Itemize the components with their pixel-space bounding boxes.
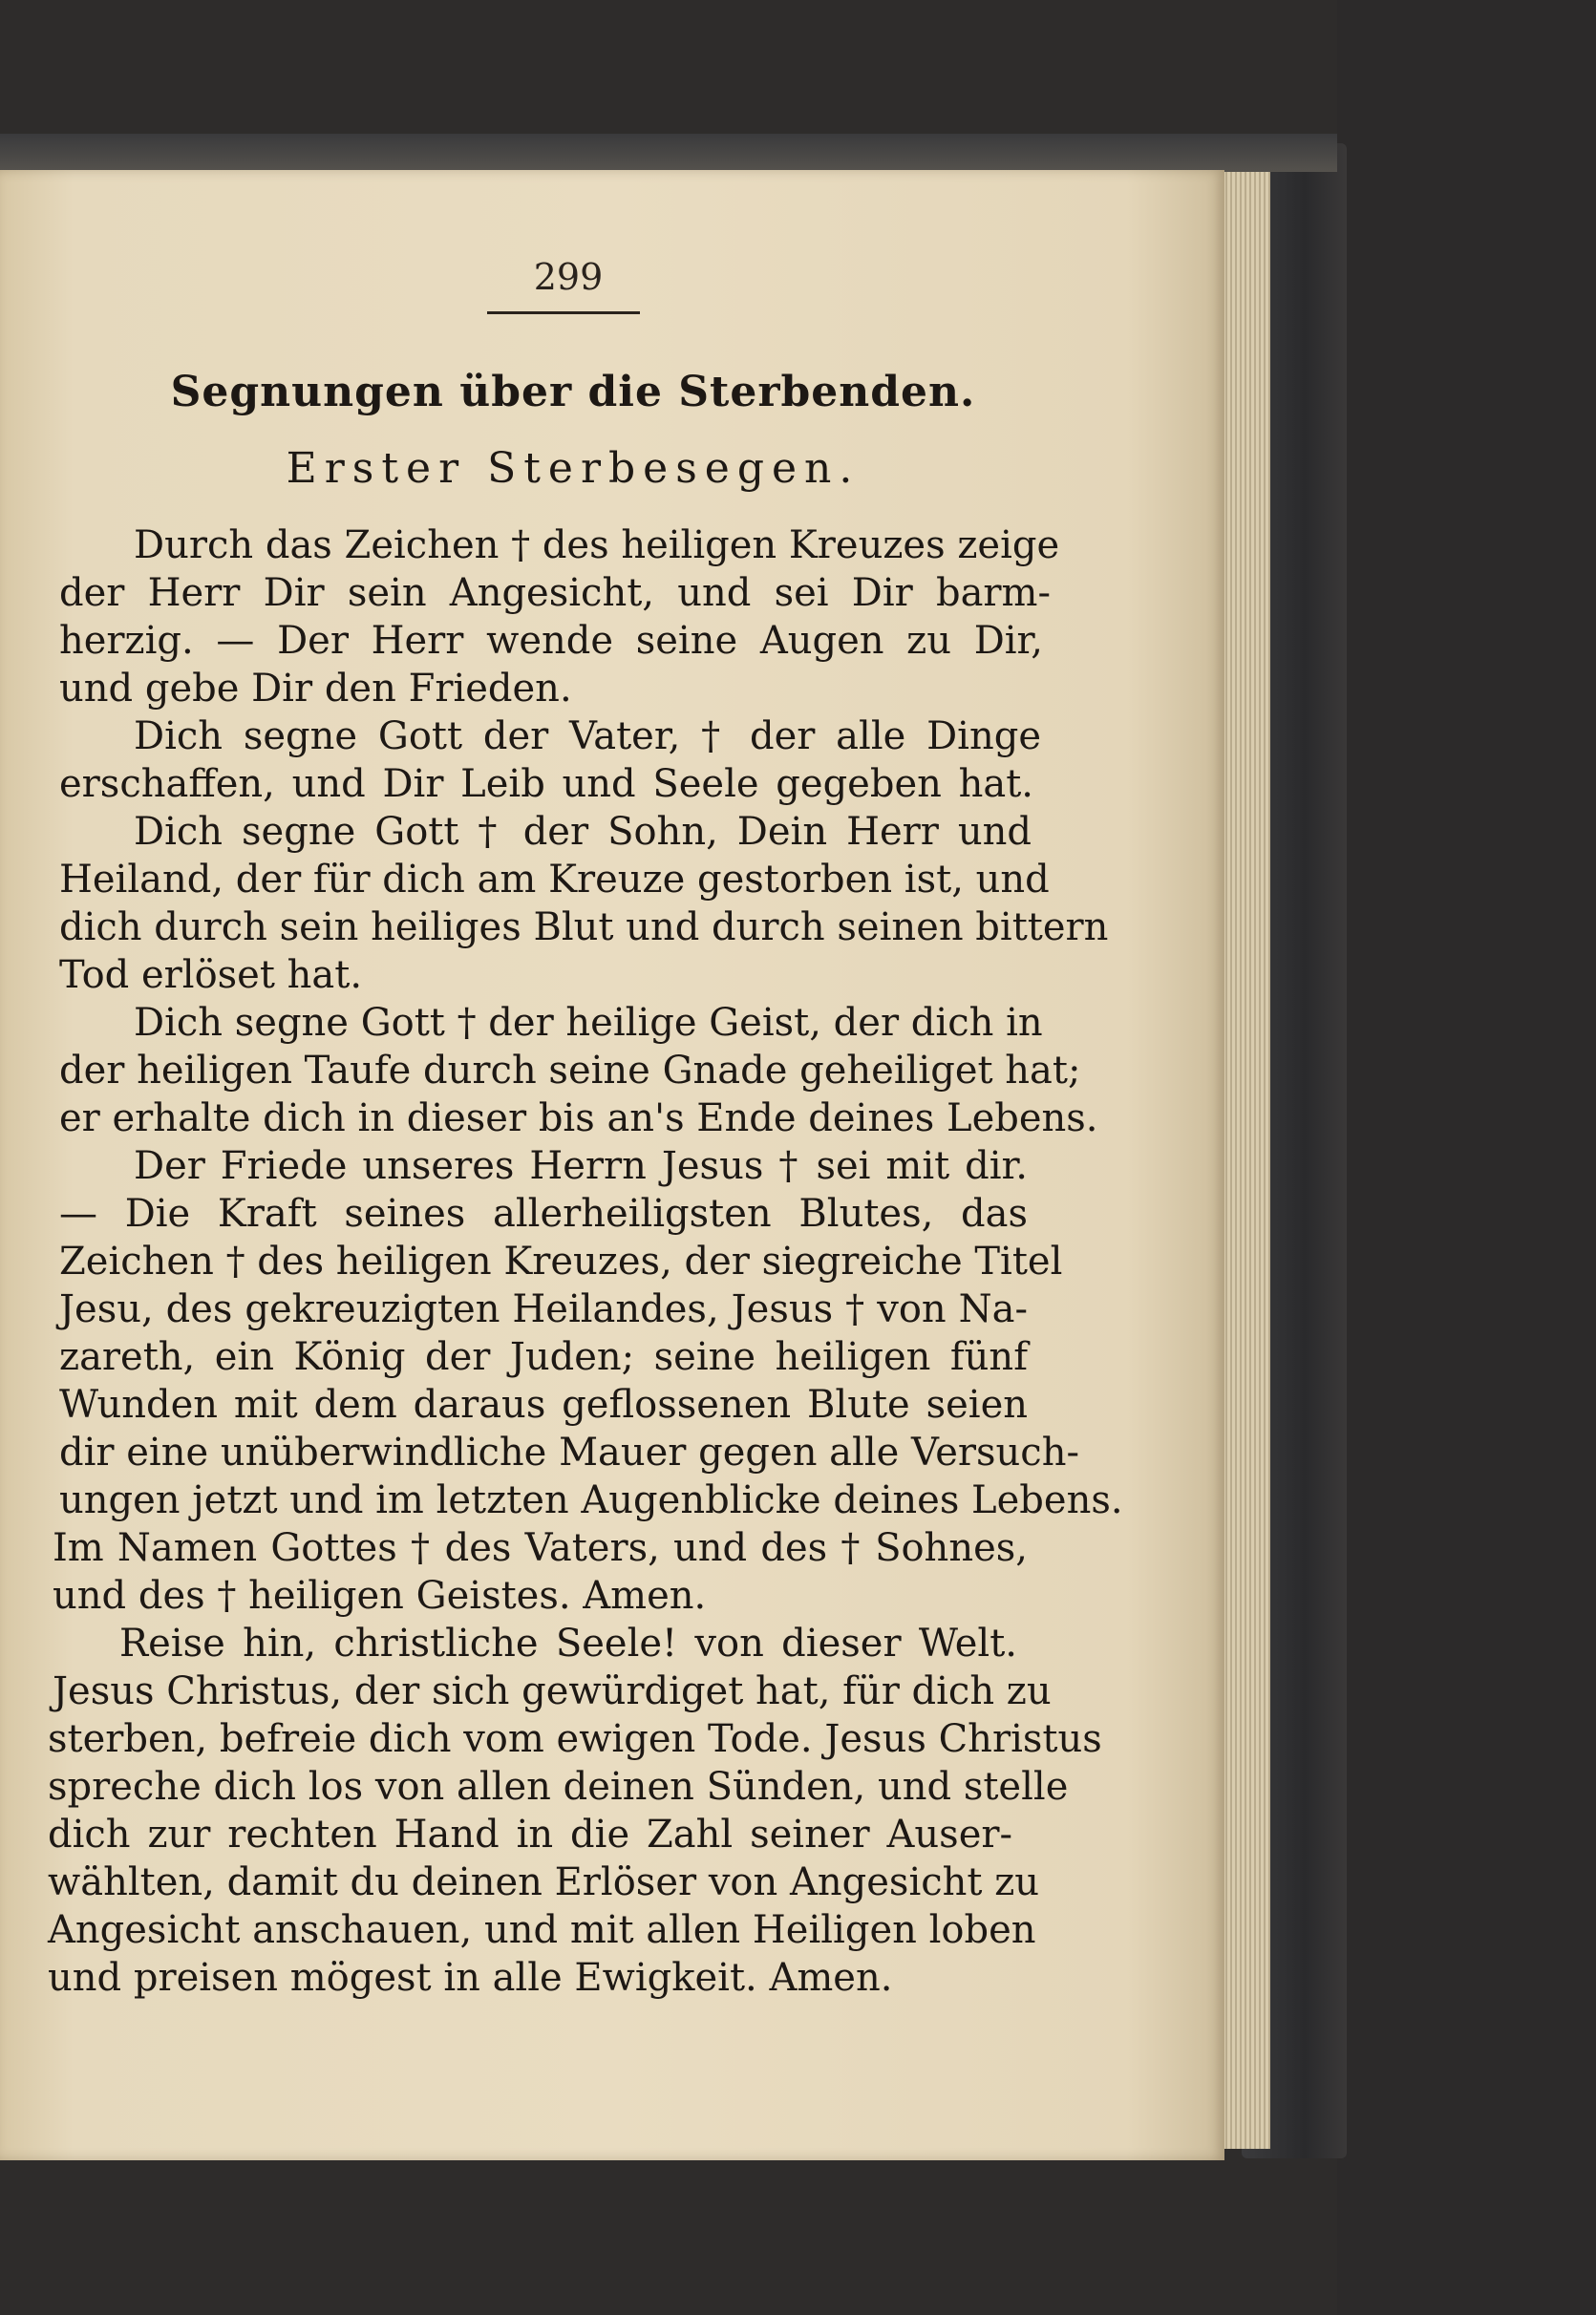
- text-line: wählten, damit du deinen Erlöser von Angesicht zu: [48, 1860, 1040, 1904]
- text-line: Tod erlöset hat.: [59, 953, 363, 997]
- text-line: dir eine unüberwindliche Mauer gegen alle Versuch-: [59, 1431, 1079, 1475]
- text-line: dich durch sein heiliges Blut und durch seinen bittern: [59, 905, 1109, 949]
- text-line: Jesus Christus, der sich gewürdiget hat, für dich zu: [53, 1669, 1052, 1713]
- text-line: und des † heiligen Geistes. Amen.: [53, 1574, 707, 1618]
- text-line: Im Namen Gottes † des Vaters, und des † Sohnes,: [53, 1526, 1028, 1570]
- text-line: herzig. — Der Herr wende seine Augen zu Dir,: [59, 619, 1043, 663]
- text-line: sterben, befreie dich vom ewigen Tode. Jesus Christus: [48, 1717, 1102, 1761]
- text-line: und gebe Dir den Frieden.: [59, 667, 572, 711]
- text-line: dich zur rechten Hand in die Zahl seiner Auser-: [48, 1813, 1012, 1857]
- text-line: der heiligen Taufe durch seine Gnade geheiliget hat;: [59, 1049, 1081, 1093]
- text-line: er erhalte dich in dieser bis an's Ende deines Lebens.: [59, 1096, 1098, 1140]
- text-line: Dich segne Gott der Vater, † der alle Dinge: [134, 714, 1041, 758]
- text-line: Heiland, der für dich am Kreuze gestorben ist, und: [59, 858, 1050, 902]
- text-line: Dich segne Gott † der Sohn, Dein Herr und: [134, 810, 1032, 854]
- text-line: Durch das Zeichen † des heiligen Kreuzes zeige: [134, 523, 1060, 567]
- section-heading: Segnungen über die Sterbenden.: [170, 368, 976, 416]
- text-line: und preisen mögest in alle Ewigkeit. Amen.: [48, 1956, 893, 2000]
- text-line: Der Friede unseres Herrn Jesus † sei mit dir.: [134, 1144, 1028, 1188]
- section-subheading: Erster Sterbesegen.: [286, 444, 861, 493]
- text-line: ungen jetzt und im letzten Augenblicke deines Lebens.: [59, 1478, 1123, 1522]
- text-line: Wunden mit dem daraus geflossenen Blute seien: [59, 1383, 1028, 1427]
- text-line: erschaffen, und Dir Leib und Seele gegeben hat.: [59, 762, 1033, 806]
- text-line: spreche dich los von allen deinen Sünden, und stelle: [48, 1765, 1069, 1809]
- text-line: — Die Kraft seines allerheiligsten Blutes, das: [59, 1192, 1028, 1236]
- text-line: Jesu, des gekreuzigten Heilandes, Jesus † von Na-: [59, 1287, 1028, 1331]
- text-line: der Herr Dir sein Angesicht, und sei Dir barm-: [59, 571, 1051, 615]
- book-top-edge: [0, 134, 1337, 172]
- page-number-rule: [487, 311, 640, 314]
- text-line: Reise hin, christliche Seele! von dieser Welt.: [119, 1622, 1017, 1666]
- page-number: 299: [533, 256, 604, 298]
- text-line: zareth, ein König der Juden; seine heiligen fünf: [59, 1335, 1028, 1379]
- text-line: Angesicht anschauen, und mit allen Heiligen loben: [48, 1908, 1036, 1952]
- text-line: Zeichen † des heiligen Kreuzes, der siegreiche Titel: [59, 1240, 1063, 1284]
- background-right: [1337, 0, 1596, 2315]
- text-line: Dich segne Gott † der heilige Geist, der dich in: [134, 1001, 1043, 1045]
